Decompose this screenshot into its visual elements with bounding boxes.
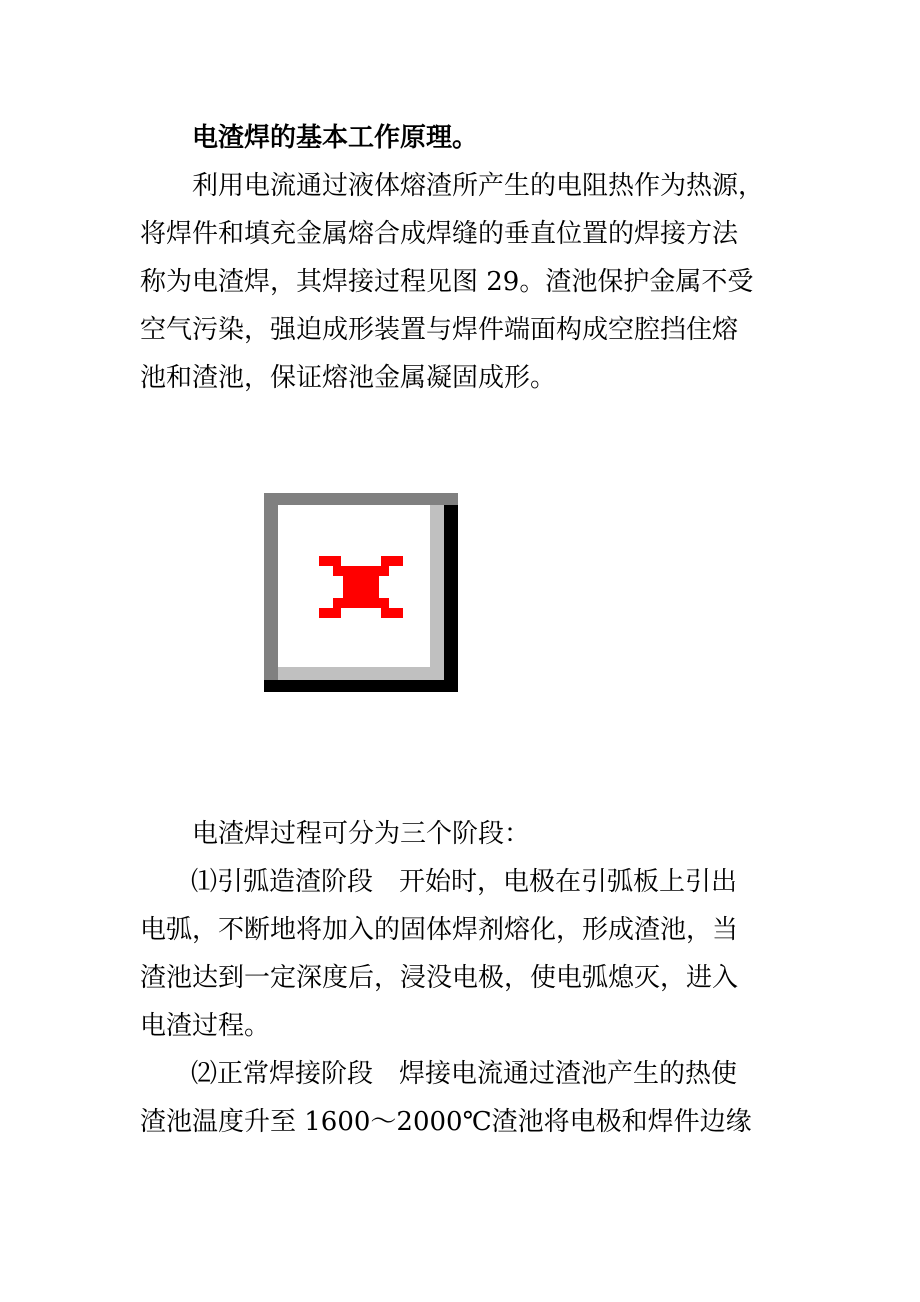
paragraph-line: 称为电渣焊，其焊接过程见图 29。渣池保护金属不受	[140, 267, 754, 297]
paragraph-line: ⑵正常焊接阶段 焊接电流通过渣池产生的热使	[191, 1059, 738, 1089]
paragraph-line: 池和渣池，保证熔池金属凝固成形。	[140, 363, 557, 393]
broken-image-icon	[319, 556, 403, 618]
paragraph-line: 电渣过程。	[140, 1011, 271, 1041]
paragraph-line: 电渣焊过程可分为三个阶段：	[192, 819, 531, 849]
paragraph-line: 电弧，不断地将加入的固体焊剂熔化，形成渣池，当	[140, 915, 739, 945]
paragraph-line: 渣池温度升至 1600～2000℃渣池将电极和焊件边缘	[140, 1107, 752, 1137]
paragraph-line: 利用电流通过液体熔渣所产生的电阻热作为热源，	[192, 171, 765, 201]
paragraph-line: 将焊件和填充金属熔合成焊缝的垂直位置的焊接方法	[140, 219, 739, 249]
paragraph-line: 空气污染，强迫成形装置与焊件端面构成空腔挡住熔	[140, 315, 739, 345]
paragraph-line: 渣池达到一定深度后，浸没电极，使电弧熄灭，进入	[140, 963, 739, 993]
paragraph-line: ⑴引弧造渣阶段 开始时，电极在引弧板上引出	[191, 867, 738, 897]
section-heading: 电渣焊的基本工作原理。	[192, 123, 479, 153]
figure-broken-image	[264, 493, 458, 692]
